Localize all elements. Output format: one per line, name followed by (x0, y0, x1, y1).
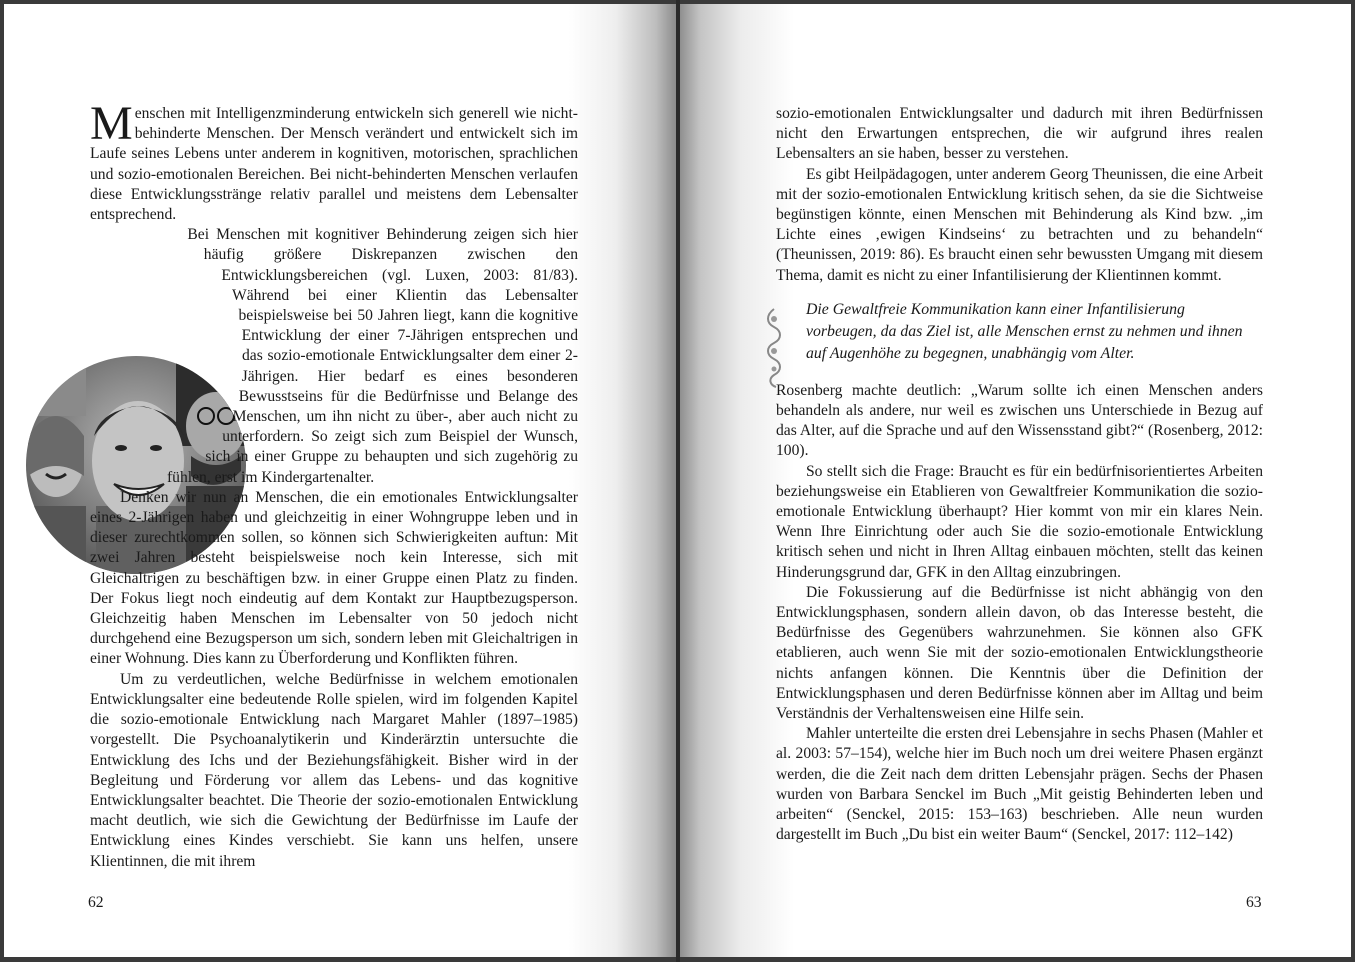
left-page-body (90, 97, 578, 872)
paragraph: Um zu verdeutlichen, welche Bedürfnisse in welchem emotionalen Entwicklungsalter eine bedeutende Rolle spielen, wird im folgenden Kapitel die sozio-emotionale Entwicklung nach Margaret Mahler (1897–1985) vorgestellt. Die Psychoanalytikerin und Kinderärztin untersuchte die Entwicklung des Ichs und der Beziehungsfähigkeit. Bisher wird in der Begleitung und Förderung vor allem das Lebens- und das kognitive Entwicklungsalter beachtet. Die Theorie der sozio-emotionalen Entwicklung macht deutlich, wie sich die Gewichtung der Bedürfnisse im Laufe der Entwicklung eines Kindes verschiebt. Sie kann uns helfen, unsere Klientinnen, die mit ihrem (90, 670, 578, 870)
right-page (680, 4, 1351, 957)
right-page-body (776, 104, 1263, 846)
paragraph: Es gibt Heilpädagogen, unter anderem Georg Theunissen, die eine Arbeit mit der sozio-emotionalen Entwicklung kritisch sehen, da sie die Sichtweise begünstigen könnte, einen Menschen mit Behinderung als Kind bzw. „im Lichte eines ‚ewigen Kindseins‘ zu betrachten und zu behandeln“ (Theunissen, 2019: 86). Es braucht einen sehr bewussten Umgang mit diesem Thema, damit es nicht zu einer Infantilisierung der Klientinnen kommt. (776, 165, 1263, 284)
page-number: 63 (1246, 894, 1262, 911)
paragraph: Bei Menschen mit kognitiver Behinderung zeigen sich hier häufig größere Diskrepanzen zwischen den Entwicklungsbereichen (vgl. Luxen, 2003: 81/83). Während bei einer Klientin das Lebensalter beispielsweise bei 50 Jahren liegt, kann die kognitive Entwicklung der einer 7-Jährigen entsprechen und das sozio-emotionale Entwicklungsalter dem einer 2-Jährigen. Hier bedarf es eines besonderen Bewusstseins für die Bedürfnisse und Belange des Menschen, um ihn nicht zu über-, aber auch nicht zu unterfordern. So zeigt sich zum Beispiel der Wunsch, sich in einer Gruppe zu behaupten und sich zugehörig zu fühlen, erst im Kindergartenalter. (90, 225, 578, 488)
paragraph: Denken wir nun an Menschen, die ein emotionales Entwicklungsalter eines 2-Jährigen haben und gleichzeitig in einer Wohngruppe leben und in dieser zurechtkommen sollen, so können sich Schwierigkeiten auftun: Mit zwei Jahren besteht beispielsweise noch kein Interesse, sich mit Gleichaltrigen zu beschäftigen bzw. in einer Gruppe einen Platz zu finden. Der Fokus liegt noch eindeutig auf dem Kontakt zur Hauptbezugsperson. Gleichzeitig haben Menschen im Lebensalter von 50 jedoch nicht durchgehend eine Bezugsperson um sich, sondern leben mit Gleichaltrigen in einer Wohnung. Dies kann zu Überforderung und Konflikten führen. (90, 488, 578, 668)
left-page (4, 4, 676, 957)
paragraph: So stellt sich die Frage: Braucht es für ein bedürfnisorientiertes Arbeiten beziehungsweise ein Etablieren von Gewaltfreier Kommunikation die sozio-emotionale Entwicklung überhaupt? Hier kommt von mir ein klares Nein. Wenn Ihre Einrichtung oder auch Sie die sozio-emotionale Entwicklung kritisch sehen und nicht in Ihren Alltag einbauen möchten, stellt das keinen Hinderungsgrund dar, GFK in den Alltag einzubringen. (776, 462, 1263, 581)
paragraph: Die Fokussierung auf die Bedürfnisse ist nicht abhängig von den Entwicklungsphasen, sondern allein davon, ob das Interesse besteht, die Bedürfnisse des Gegenübers wahrzunehmen. Sie können also GFK etablieren, auch wenn Sie mit der sozio-emotionalen Entwicklungstheorie nichts anfangen können. Die Kenntnis über die Definition der Entwicklungsphasen und deren Bedürfnisse können aber im Alltag und beim Verständnis der Verhaltensweisen eine Hilfe sein. (776, 583, 1263, 723)
pull-quote (776, 299, 1263, 379)
page-number: 62 (88, 894, 104, 911)
paragraph: Menschen mit Intelligenzminderung entwickeln sich generell wie nicht-behinderte Menschen. Der Mensch verändert und entwickelt sich im Laufe seines Lebens unter anderem in kognitiven, motorischen, sprachlichen und sozio-emotionalen Bereichen. Bei nicht-behinderten Menschen verlaufen diese Entwicklungsstränge relativ parallel und meistens dem Lebensalter entsprechend. (90, 97, 578, 224)
quote-text: Die Gewaltfreie Kommunikation kann einer Infantilisierung vorbeugen, da das Ziel ist, alle Menschen ernst zu nehmen und ihnen auf Augenhöhe zu begegnen, unabhängig vom Alter. (806, 301, 1243, 362)
paragraph: sozio-emotionalen Entwicklungsalter und dadurch mit ihren Bedürfnissen nicht den Erwartungen entsprechen, die wir aufgrund ihres realen Lebensalters an sie haben, besser zu verstehen. (776, 105, 1263, 163)
ornament-icon (762, 307, 786, 389)
paragraph: Mahler unterteilte die ersten drei Lebensjahre in sechs Phasen (Mahler et al. 2003: 57–154), welche hier im Buch noch um drei weitere Phasen ergänzt werden, die die Zeit nach dem dritten Lebensjahr prägen. Sechs der Phasen wurden von Barbara Senckel im Buch „Mit geistig Behinderten leben und arbeiten“ (Senckel, 2015: 153–163) beschrieben. Alle neun wurden dargestellt im Buch „Du bist ein weiter Baum“ (Senckel, 2017: 112–142) (776, 725, 1263, 844)
paragraph: Rosenberg machte deutlich: „Warum sollte ich einen Menschen anders behandeln als andere, nur weil es zwischen uns Unterschiede in Bezug auf das Alter, auf die Sprache und auf den Wissensstand gibt?“ (Rosenberg, 2012: 100). (776, 381, 1263, 460)
dropcap: M (90, 97, 133, 150)
